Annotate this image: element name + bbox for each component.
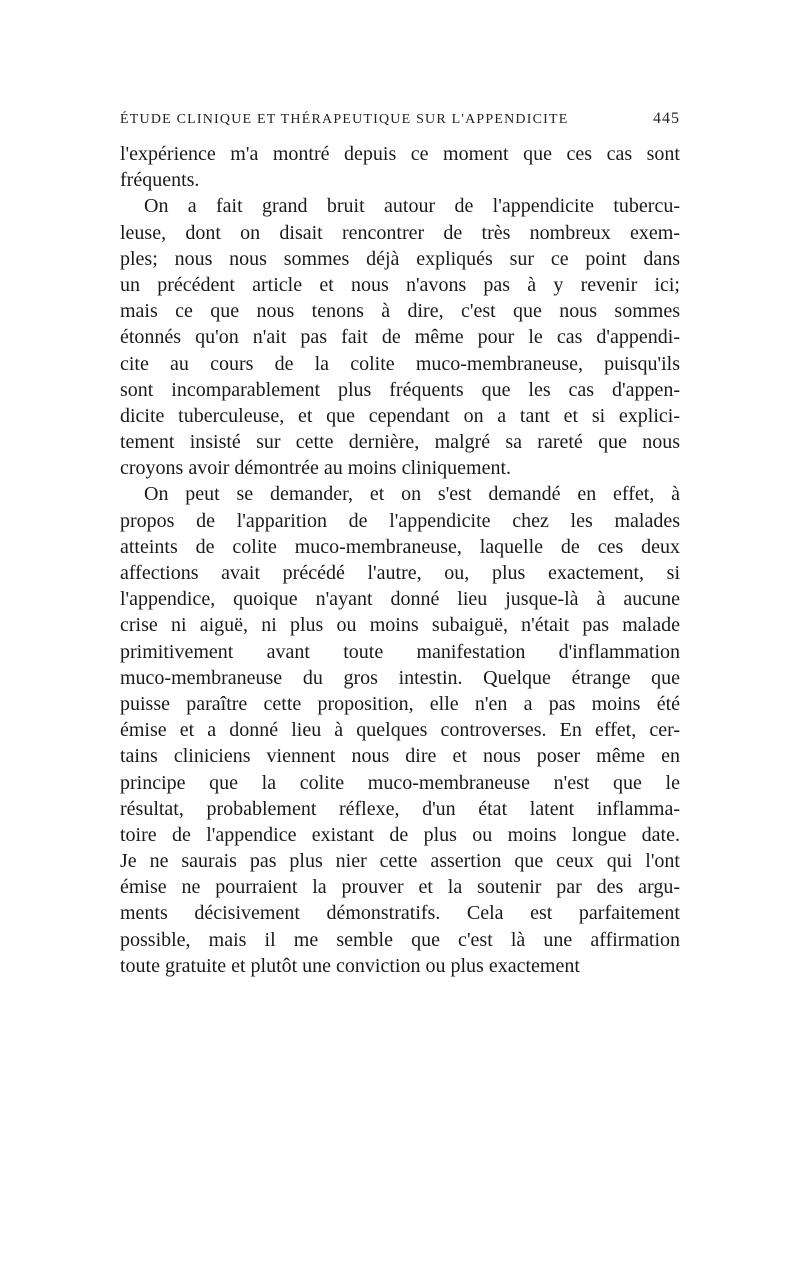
text-line: puisse paraître cette proposition, elle n'en a pas moins été bbox=[120, 692, 680, 715]
text-line: atteints de colite muco-membraneuse, laquelle de ces deux bbox=[120, 535, 680, 558]
text-line: principe que la colite muco-membraneuse n'est que le bbox=[120, 771, 680, 794]
text-line: l'expérience m'a montré depuis ce moment que ces cas sont bbox=[120, 143, 680, 165]
body-text bbox=[120, 141, 680, 979]
text-line: ples; nous nous sommes déjà expliqués sur ce point dans bbox=[120, 247, 680, 270]
text-line: toire de l'appendice existant de plus ou moins longue date. bbox=[120, 823, 680, 846]
text-line: tement insisté sur cette dernière, malgré sa rareté que nous bbox=[120, 431, 680, 454]
paragraph bbox=[120, 193, 680, 481]
text-line: Je ne saurais pas plus nier cette assertion que ceux qui l'ont bbox=[120, 850, 680, 873]
text-line: On peut se demander, et on s'est demandé en effet, à bbox=[144, 483, 680, 506]
text-line: cite au cours de la colite muco-membraneuse, puisqu'ils bbox=[120, 352, 680, 375]
paragraph bbox=[120, 141, 680, 193]
text-line: sont incomparablement plus fréquents que les cas d'appen- bbox=[120, 378, 680, 401]
text-line: mais ce que nous tenons à dire, c'est que nous sommes bbox=[120, 300, 680, 323]
text-line: propos de l'apparition de l'appendicite chez les malades bbox=[120, 509, 680, 532]
text-line: dicite tuberculeuse, et que cependant on a tant et si explici- bbox=[120, 404, 680, 427]
text-line: un précédent article et nous n'avons pas à y revenir ici; bbox=[120, 273, 680, 296]
text-line: émise et a donné lieu à quelques controverses. En effet, cer- bbox=[120, 719, 680, 742]
text-line: possible, mais il me semble que c'est là une affirmation bbox=[120, 928, 680, 951]
text-line: ments décisivement démonstratifs. Cela est parfaitement bbox=[120, 902, 680, 925]
paragraph bbox=[120, 481, 680, 979]
text-line: primitivement avant toute manifestation d'inflammation bbox=[120, 640, 680, 663]
text-line: tains cliniciens viennent nous dire et nous poser même en bbox=[120, 745, 680, 768]
page-number: 445 bbox=[653, 110, 680, 127]
text-line: émise ne pourraient la prouver et la soutenir par des argu- bbox=[120, 876, 680, 899]
text-line: résultat, probablement réflexe, d'un état latent inflamma- bbox=[120, 797, 680, 820]
text-line: leuse, dont on disait rencontrer de très nombreux exem- bbox=[120, 221, 680, 244]
text-line: fréquents. bbox=[120, 169, 200, 192]
text-line: croyons avoir démontrée au moins cliniquement. bbox=[120, 457, 512, 480]
running-head bbox=[120, 110, 680, 140]
text-line: l'appendice, quoique n'ayant donné lieu jusque-là à aucune bbox=[120, 588, 680, 611]
running-head-title: ÉTUDE CLINIQUE ET THÉRAPEUTIQUE SUR L'APPENDICITE bbox=[120, 112, 569, 127]
text-line: On a fait grand bruit autour de l'appendicite tubercu- bbox=[144, 195, 680, 218]
book-page bbox=[120, 110, 680, 979]
text-line: crise ni aiguë, ni plus ou moins subaiguë, n'était pas malade bbox=[120, 614, 680, 637]
text-line: étonnés qu'on n'ait pas fait de même pour le cas d'appendi- bbox=[120, 326, 680, 349]
text-line: muco-membraneuse du gros intestin. Quelque étrange que bbox=[120, 666, 680, 689]
text-line: toute gratuite et plutôt une conviction ou plus exactement bbox=[120, 954, 580, 977]
text-line: affections avait précédé l'autre, ou, plus exactement, si bbox=[120, 562, 680, 584]
